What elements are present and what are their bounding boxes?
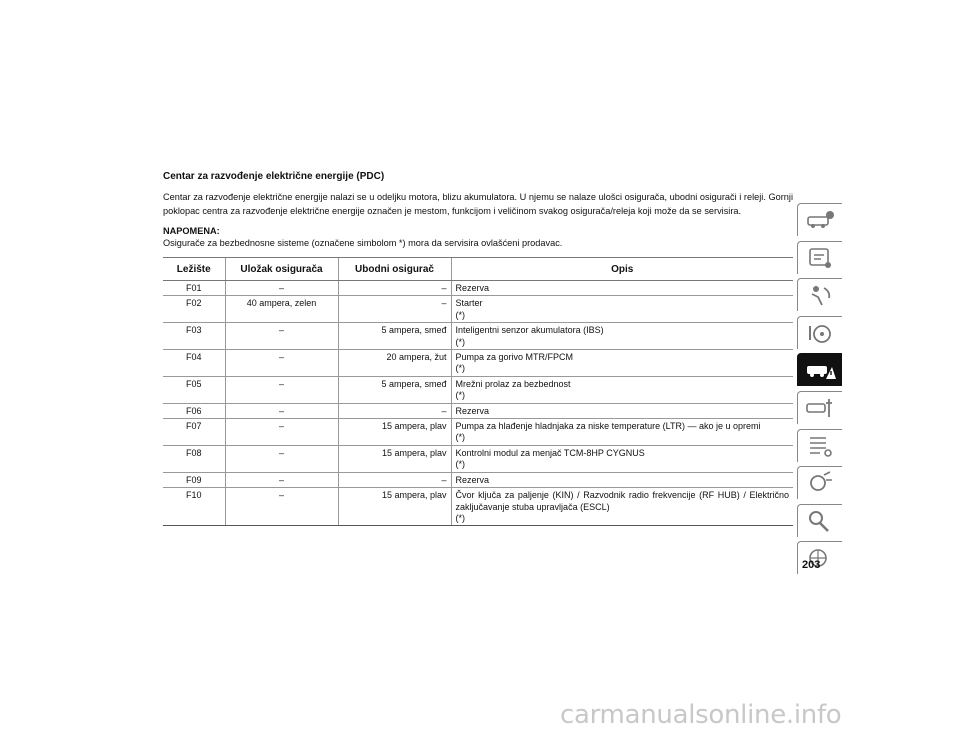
description-line: Čvor ključa za paljenje (KIN) / Razvodnik radio frekvencije (RF HUB) / Električno zaključavanje stuba upravljača (ESCL): [455, 490, 789, 512]
description-cell: [451, 376, 793, 403]
blade-cell: 20 ampera, žut: [338, 350, 451, 377]
table-row: [163, 445, 793, 472]
chapter-tab-3[interactable]: [797, 278, 842, 311]
chapter-tab-4[interactable]: [797, 316, 842, 349]
description-line: Mrežni prolaz za bezbednost: [455, 378, 571, 389]
cartridge-cell: –: [225, 419, 338, 446]
blade-cell: –: [338, 281, 451, 296]
description-cell: [451, 323, 793, 350]
header-slot: Ležište: [163, 258, 225, 281]
description-line: Rezerva: [455, 283, 490, 293]
cartridge-cell: –: [225, 445, 338, 472]
description-cell: [451, 281, 793, 296]
table-row: [163, 419, 793, 446]
header-blade: Ubodni osigurač: [338, 258, 451, 281]
note-label: NAPOMENA:: [163, 226, 220, 236]
chapter-tab-1[interactable]: [797, 203, 842, 236]
multimedia-icon: [804, 470, 836, 496]
airbag-icon: [804, 282, 836, 308]
description-line: Starter: [455, 298, 483, 309]
header-description: Opis: [451, 258, 793, 281]
slot-cell: F08: [163, 445, 225, 472]
cartridge-cell: 40 ampera, zelen: [225, 296, 338, 323]
description-line: (*): [455, 512, 465, 523]
car-info-icon: [804, 207, 836, 233]
description-line: Rezerva: [455, 405, 490, 416]
chapter-tab-6[interactable]: [797, 391, 842, 424]
steering-wheel-icon: [804, 320, 836, 346]
cartridge-cell: –: [225, 403, 338, 418]
slot-cell: F09: [163, 472, 225, 487]
description-cell: [451, 403, 793, 418]
header-cartridge: Uložak osigurača: [225, 258, 338, 281]
car-service-icon: [804, 395, 836, 421]
description-cell: [451, 472, 793, 487]
description-line: (*): [455, 432, 465, 443]
section-title: Centar za razvođenje električne energije (PDC): [163, 171, 385, 182]
cartridge-cell: –: [225, 488, 338, 526]
description-cell: [451, 419, 793, 446]
blade-cell: –: [338, 403, 451, 418]
table-row: [163, 323, 793, 350]
description-cell: [451, 350, 793, 377]
slot-cell: F03: [163, 323, 225, 350]
table-row: [163, 281, 793, 296]
table-row: [163, 472, 793, 487]
cartridge-cell: –: [225, 376, 338, 403]
chapter-tab-9[interactable]: [797, 504, 842, 537]
page-number: 203: [802, 559, 821, 571]
search-index-icon: [804, 508, 836, 534]
chapter-tab-2[interactable]: [797, 241, 842, 274]
description-line: Pumpa za gorivo MTR/FPCM: [455, 352, 574, 363]
cartridge-cell: –: [225, 323, 338, 350]
description-line: Rezerva: [455, 474, 490, 485]
slot-cell: F10: [163, 488, 225, 526]
description-cell: [451, 296, 793, 323]
description-line: Inteligentni senzor akumulatora (IBS): [455, 325, 604, 336]
specifications-icon: [804, 433, 836, 459]
car-key-icon: [804, 245, 836, 271]
chapter-tab-5[interactable]: [797, 353, 842, 386]
slot-cell: F04: [163, 350, 225, 377]
blade-cell: 15 ampera, plav: [338, 419, 451, 446]
table-header-row: [163, 258, 793, 281]
note-text: Osigurače za bezbednosne sisteme (označene simbolom *) mora da servisira ovlašćeni prodavac.: [163, 238, 563, 248]
chapter-tab-7[interactable]: [797, 429, 842, 462]
car-breakdown-icon: [804, 357, 836, 383]
fuse-table: [163, 257, 793, 526]
table-row: [163, 403, 793, 418]
description-cell: [451, 445, 793, 472]
blade-cell: 15 ampera, plav: [338, 445, 451, 472]
cartridge-cell: –: [225, 350, 338, 377]
description-line: (*): [455, 459, 465, 470]
description-line: Pumpa za hlađenje hladnjaka za niske temperature (LTR) — ako je u opremi: [455, 421, 761, 432]
description-line: (*): [455, 390, 465, 401]
blade-cell: –: [338, 296, 451, 323]
table-row: [163, 376, 793, 403]
table-row: [163, 488, 793, 526]
slot-cell: F07: [163, 419, 225, 446]
blade-cell: 5 ampera, smeđ: [338, 323, 451, 350]
chapter-tab-8[interactable]: [797, 466, 842, 499]
description-line: (*): [455, 363, 465, 374]
blade-cell: –: [338, 472, 451, 487]
slot-cell: F05: [163, 376, 225, 403]
description-line: (*): [455, 336, 465, 347]
cartridge-cell: –: [225, 472, 338, 487]
table-row: [163, 350, 793, 377]
blade-cell: 5 ampera, smeđ: [338, 376, 451, 403]
page-content: [163, 171, 793, 526]
description-cell: [451, 488, 793, 526]
watermark: carmanualsonline.info: [560, 700, 842, 730]
cartridge-cell: –: [225, 281, 338, 296]
blade-cell: 15 ampera, plav: [338, 488, 451, 526]
intro-paragraph: Centar za razvođenje električne energije nalazi se u odeljku motora, blizu akumulatora. U njemu se nalaze ulošci osigurača, ubodni osigurači i releji. Gornji poklopac centra za razvođenje električne energije označen je mestom, funkcijom i veličinom svakog osigurača/releja koji može da se servisira.: [163, 192, 793, 216]
slot-cell: F06: [163, 403, 225, 418]
description-line: (*): [455, 309, 465, 320]
slot-cell: F02: [163, 296, 225, 323]
description-line: Kontrolni modul za menjač TCM-8HP CYGNUS: [455, 447, 645, 458]
chapter-tabs: [797, 203, 842, 579]
table-row: [163, 296, 793, 323]
slot-cell: F01: [163, 281, 225, 296]
